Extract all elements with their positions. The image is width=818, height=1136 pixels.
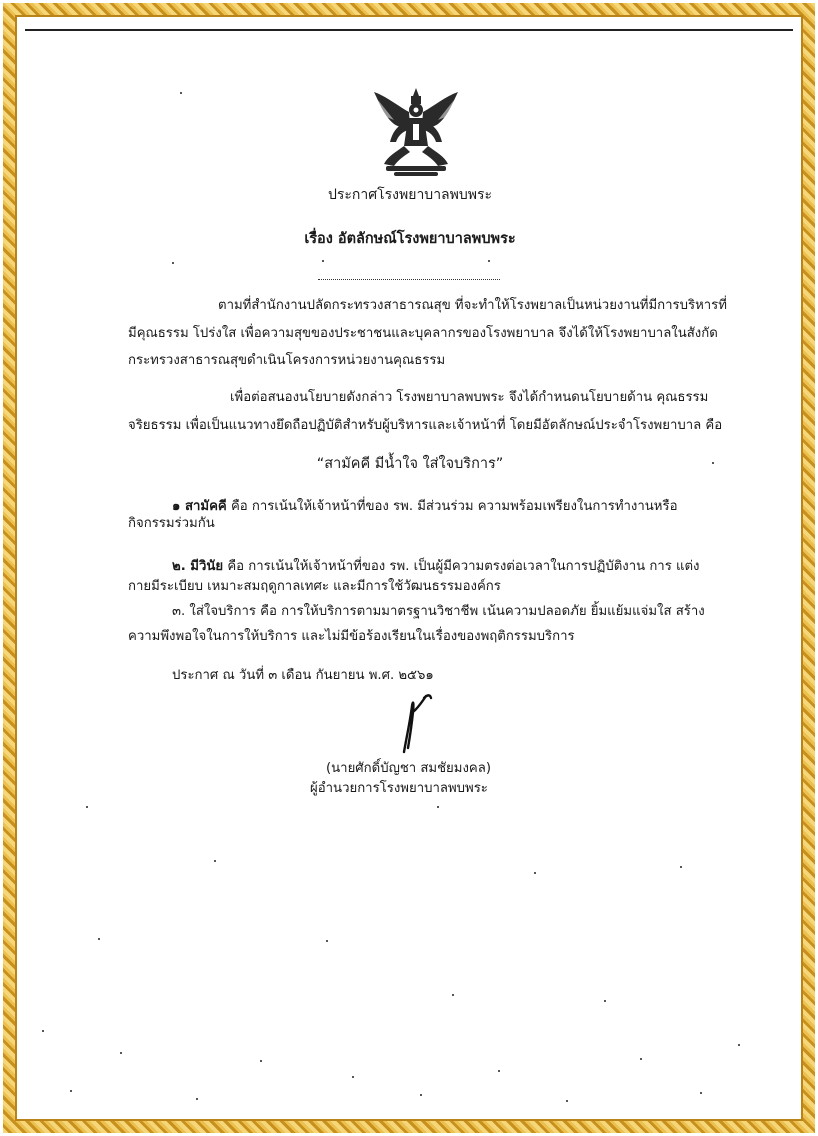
- scan-speck: [70, 1090, 72, 1092]
- scan-speck: [352, 1076, 354, 1078]
- scan-speck: [120, 1052, 122, 1054]
- item3-line2: ความพึงพอใจในการให้บริการ และไม่มีข้อร้องเรียนในเรื่องของพฤติกรรมบริการ: [128, 629, 575, 644]
- item1-title: ๑ สามัคคี: [172, 499, 227, 514]
- signatory-position: ผู้อำนวยการโรงพยาบาลพบพระ: [310, 781, 488, 796]
- scan-speck: [260, 1060, 262, 1062]
- garuda-emblem-icon: [370, 86, 462, 180]
- item2-title: ๒. มีวินัย: [172, 559, 224, 574]
- item2-line1: [172, 558, 700, 576]
- item3-desc: คือ การให้บริการตามมาตรฐานวิชาชีพ เน้นความปลอดภัย ยิ้มแย้มแจ่มใส สร้าง: [255, 604, 705, 619]
- scan-speck: [712, 462, 714, 464]
- announcement-title: ประกาศโรงพยาบาลพบพระ: [327, 187, 493, 203]
- scan-speck: [738, 1044, 740, 1046]
- dotted-separator: [318, 279, 500, 280]
- scan-speck: [604, 1000, 606, 1002]
- scan-speck: [172, 262, 174, 264]
- signatory-name: (นายศักดิ์บัญชา สมชัยมงคล): [326, 761, 491, 776]
- paragraph2-line1: เพื่อต่อสนองนโยบายดังกล่าว โรงพยาบาลพบพระ จึงได้กำหนดนโยบายด้าน คุณธรรม: [230, 390, 709, 405]
- item3-line1: [172, 603, 705, 621]
- scan-speck: [700, 1092, 702, 1094]
- item1-line2: กิจกรรมร่วมกัน: [128, 516, 215, 531]
- scan-speck: [322, 260, 324, 262]
- paragraph1-line1: ตามที่สำนักงานปลัดกระทรวงสาธารณสุข ที่จะทำให้โรงพยาลเป็นหน่วยงานที่มีการบริหารที่: [218, 298, 727, 313]
- scan-speck: [42, 1030, 44, 1032]
- top-rule: [25, 29, 793, 31]
- announcement-date: ประกาศ ณ วันที่ ๓ เดือน กันยายน พ.ศ. ๒๕๖๑: [172, 668, 434, 683]
- scan-speck: [214, 860, 216, 862]
- scan-speck: [680, 866, 682, 868]
- item3-title: ๓. ใส่ใจบริการ: [172, 604, 256, 619]
- scan-speck: [420, 1094, 422, 1096]
- item2-desc: คือ การเน้นให้เจ้าหน้าที่ของ รพ. เป็นผู้มีความตรงต่อเวลาในการปฏิบัติงาน การ แต่ง: [223, 559, 700, 574]
- scan-speck: [566, 1100, 568, 1102]
- paragraph2-line2: จริยธรรม เพื่อเป็นแนวทางยึดถือปฏิบัติสำหรับผู้บริหารและเจ้าหน้าที่ โดยมีอัตลักษณ์ประจำโรงพยาบาล คือ: [128, 418, 723, 433]
- scan-speck: [488, 260, 490, 262]
- announcement-subject: เรื่อง อัตลักษณ์โรงพยาบาลพบพระ: [304, 231, 516, 247]
- scan-speck: [452, 994, 454, 996]
- identity-motto: “สามัคคี มีน้ำใจ ใส่ใจบริการ”: [316, 456, 504, 472]
- paragraph1-line3: กระทรวงสาธารณสุขดำเนินโครงการหน่วยงานคุณธรรม: [128, 353, 446, 368]
- scan-speck: [437, 806, 439, 808]
- scan-speck: [86, 806, 88, 808]
- item1-line1: [172, 498, 678, 516]
- signature: [396, 692, 436, 758]
- item1-desc: คือ การเน้นให้เจ้าหน้าที่ของ รพ. มีส่วนร่วม ความพร้อมเพรียงในการทำงานหรือ: [226, 499, 678, 514]
- scan-speck: [498, 1070, 500, 1072]
- item2-line2: กายมีระเบียบ เหมาะสมฤดูกาลเทศะ และมีการใช้วัฒนธรรมองค์กร: [128, 579, 501, 594]
- paragraph1-line2: มีคุณธรรม โปร่งใส เพื่อความสุขของประชาชนและบุคลากรของโรงพยาบาล จึงได้ให้โรงพยาบาลในสังกัด: [128, 326, 718, 341]
- scan-speck: [640, 1058, 642, 1060]
- scan-speck: [98, 938, 100, 940]
- scan-speck: [534, 872, 536, 874]
- scan-speck: [196, 1098, 198, 1100]
- scan-speck: [326, 940, 328, 942]
- scan-speck: [180, 92, 182, 94]
